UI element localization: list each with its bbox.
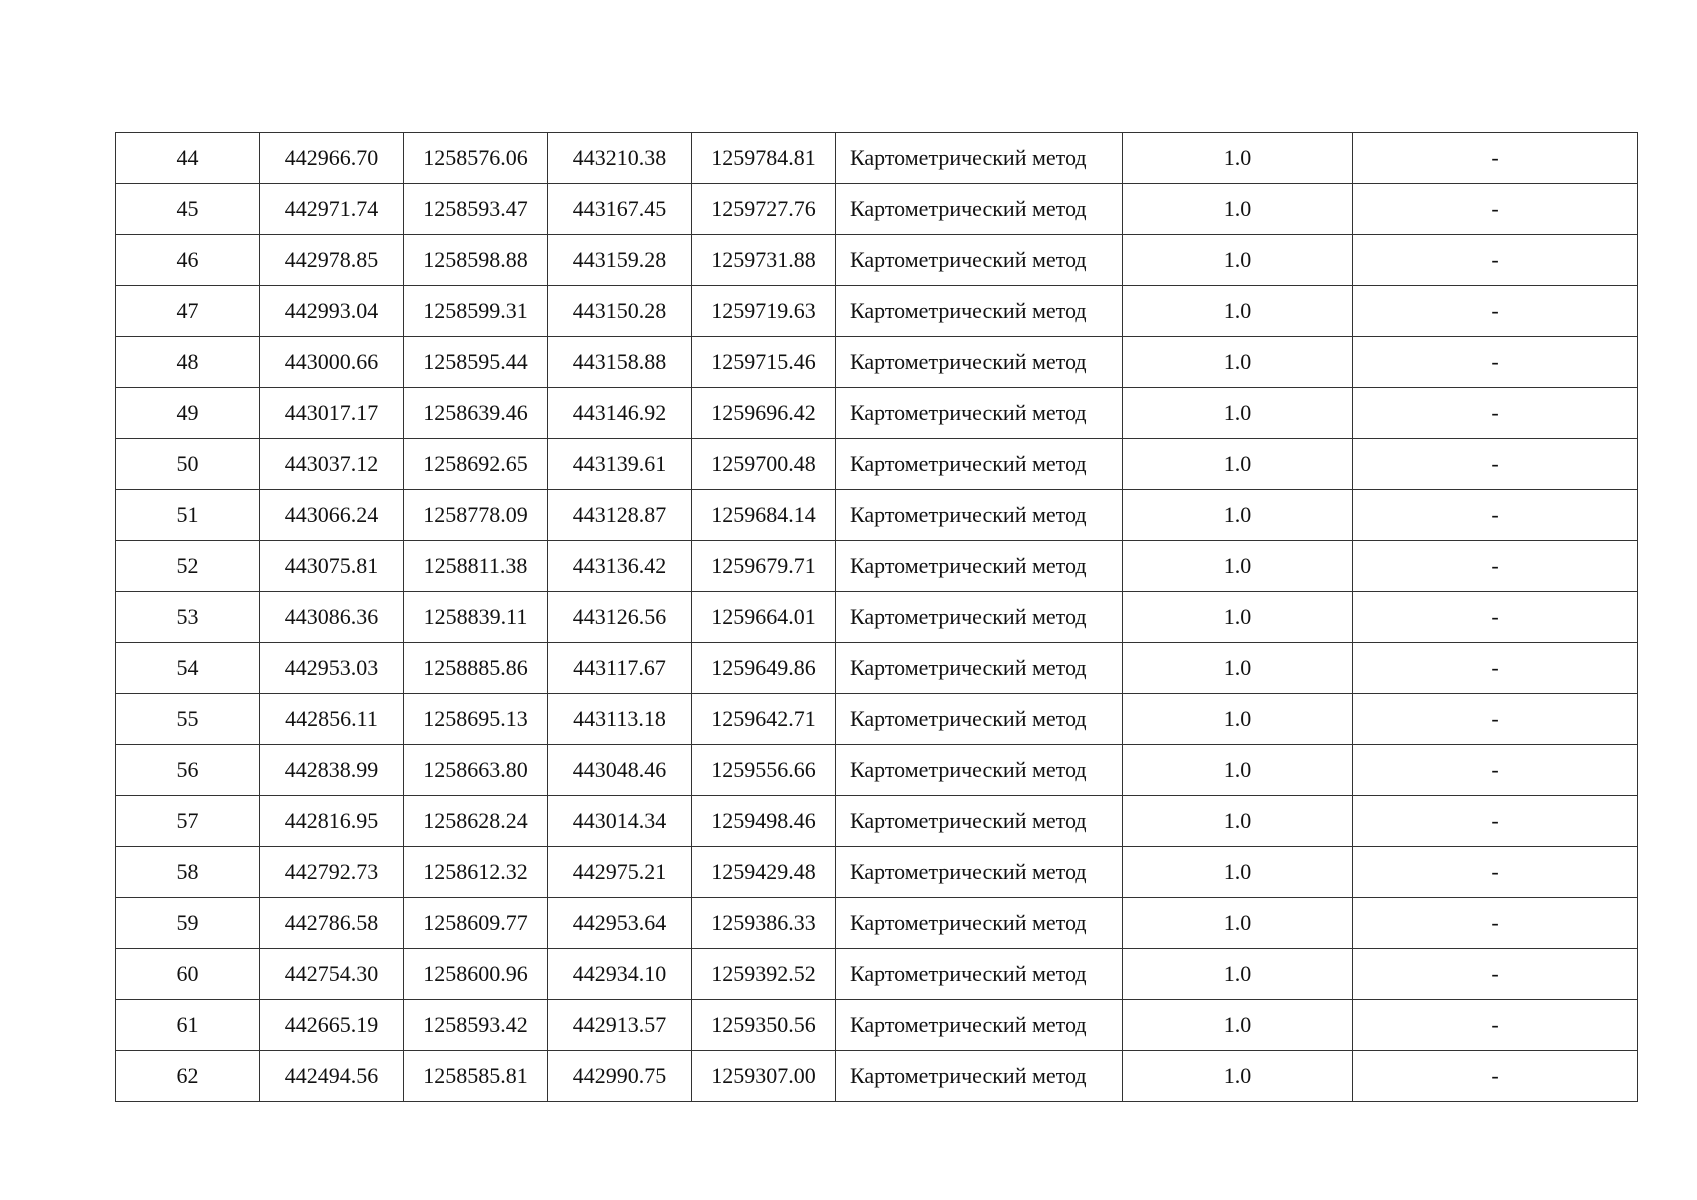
- table-row: [116, 1051, 1638, 1102]
- cell-x2: 443159.28: [548, 235, 692, 286]
- cell-accuracy: 1.0: [1123, 337, 1353, 388]
- table-row: [116, 847, 1638, 898]
- cell-accuracy: 1.0: [1123, 745, 1353, 796]
- cell-note: -: [1353, 133, 1638, 184]
- cell-x1: 443017.17: [260, 388, 404, 439]
- table-row: [116, 1000, 1638, 1051]
- cell-x2: 442975.21: [548, 847, 692, 898]
- cell-x2: 442934.10: [548, 949, 692, 1000]
- cell-y2: 1259642.71: [692, 694, 836, 745]
- cell-y2: 1259727.76: [692, 184, 836, 235]
- cell-x1: 442816.95: [260, 796, 404, 847]
- cell-note: -: [1353, 949, 1638, 1000]
- cell-y2: 1259719.63: [692, 286, 836, 337]
- cell-note: -: [1353, 439, 1638, 490]
- cell-x1: 442786.58: [260, 898, 404, 949]
- cell-x1: 442978.85: [260, 235, 404, 286]
- cell-note: -: [1353, 541, 1638, 592]
- cell-y2: 1259350.56: [692, 1000, 836, 1051]
- cell-x1: 443066.24: [260, 490, 404, 541]
- cell-x2: 443128.87: [548, 490, 692, 541]
- cell-y1: 1258639.46: [404, 388, 548, 439]
- cell-y2: 1259784.81: [692, 133, 836, 184]
- cell-y2: 1259307.00: [692, 1051, 836, 1102]
- cell-y2: 1259684.14: [692, 490, 836, 541]
- cell-x2: 443136.42: [548, 541, 692, 592]
- cell-point-number: 61: [116, 1000, 260, 1051]
- coordinates-table: [115, 132, 1638, 1102]
- cell-note: -: [1353, 490, 1638, 541]
- table-row: [116, 643, 1638, 694]
- cell-note: -: [1353, 745, 1638, 796]
- cell-note: -: [1353, 796, 1638, 847]
- cell-x2: 443048.46: [548, 745, 692, 796]
- cell-note: -: [1353, 235, 1638, 286]
- cell-note: -: [1353, 694, 1638, 745]
- cell-accuracy: 1.0: [1123, 949, 1353, 1000]
- cell-method: Картометрический метод: [836, 847, 1123, 898]
- cell-x1: 442494.56: [260, 1051, 404, 1102]
- cell-x1: 442993.04: [260, 286, 404, 337]
- cell-point-number: 49: [116, 388, 260, 439]
- cell-method: Картометрический метод: [836, 694, 1123, 745]
- cell-y2: 1259731.88: [692, 235, 836, 286]
- table-row: [116, 388, 1638, 439]
- cell-y1: 1258628.24: [404, 796, 548, 847]
- cell-x2: 443146.92: [548, 388, 692, 439]
- cell-x2: 443167.45: [548, 184, 692, 235]
- cell-point-number: 52: [116, 541, 260, 592]
- cell-point-number: 59: [116, 898, 260, 949]
- cell-accuracy: 1.0: [1123, 490, 1353, 541]
- table-row: [116, 694, 1638, 745]
- cell-note: -: [1353, 337, 1638, 388]
- cell-y2: 1259696.42: [692, 388, 836, 439]
- cell-y1: 1258600.96: [404, 949, 548, 1000]
- cell-note: -: [1353, 898, 1638, 949]
- cell-x1: 442838.99: [260, 745, 404, 796]
- cell-point-number: 51: [116, 490, 260, 541]
- cell-method: Картометрический метод: [836, 286, 1123, 337]
- table-row: [116, 541, 1638, 592]
- cell-note: -: [1353, 286, 1638, 337]
- cell-x2: 442953.64: [548, 898, 692, 949]
- cell-x1: 443075.81: [260, 541, 404, 592]
- cell-point-number: 60: [116, 949, 260, 1000]
- cell-y2: 1259649.86: [692, 643, 836, 694]
- cell-accuracy: 1.0: [1123, 847, 1353, 898]
- cell-y2: 1259715.46: [692, 337, 836, 388]
- cell-accuracy: 1.0: [1123, 898, 1353, 949]
- cell-accuracy: 1.0: [1123, 1051, 1353, 1102]
- cell-method: Картометрический метод: [836, 184, 1123, 235]
- cell-x2: 442990.75: [548, 1051, 692, 1102]
- cell-method: Картометрический метод: [836, 949, 1123, 1000]
- cell-point-number: 46: [116, 235, 260, 286]
- cell-y1: 1258609.77: [404, 898, 548, 949]
- table-row: [116, 592, 1638, 643]
- cell-method: Картометрический метод: [836, 490, 1123, 541]
- table-row: [116, 133, 1638, 184]
- table-row: [116, 235, 1638, 286]
- cell-point-number: 53: [116, 592, 260, 643]
- cell-accuracy: 1.0: [1123, 388, 1353, 439]
- cell-point-number: 47: [116, 286, 260, 337]
- cell-note: -: [1353, 388, 1638, 439]
- cell-y1: 1258811.38: [404, 541, 548, 592]
- cell-point-number: 62: [116, 1051, 260, 1102]
- cell-point-number: 54: [116, 643, 260, 694]
- cell-x1: 442971.74: [260, 184, 404, 235]
- cell-y1: 1258695.13: [404, 694, 548, 745]
- cell-x2: 443117.67: [548, 643, 692, 694]
- cell-y1: 1258593.47: [404, 184, 548, 235]
- cell-note: -: [1353, 592, 1638, 643]
- cell-x2: 443014.34: [548, 796, 692, 847]
- table-row: [116, 949, 1638, 1000]
- cell-y1: 1258612.32: [404, 847, 548, 898]
- cell-method: Картометрический метод: [836, 388, 1123, 439]
- cell-point-number: 44: [116, 133, 260, 184]
- cell-method: Картометрический метод: [836, 643, 1123, 694]
- cell-method: Картометрический метод: [836, 235, 1123, 286]
- cell-method: Картометрический метод: [836, 133, 1123, 184]
- cell-y2: 1259392.52: [692, 949, 836, 1000]
- cell-x2: 443139.61: [548, 439, 692, 490]
- cell-method: Картометрический метод: [836, 745, 1123, 796]
- cell-y2: 1259679.71: [692, 541, 836, 592]
- cell-accuracy: 1.0: [1123, 592, 1353, 643]
- table-row: [116, 337, 1638, 388]
- cell-method: Картометрический метод: [836, 796, 1123, 847]
- cell-y1: 1258599.31: [404, 286, 548, 337]
- cell-x2: 443158.88: [548, 337, 692, 388]
- cell-accuracy: 1.0: [1123, 541, 1353, 592]
- cell-note: -: [1353, 184, 1638, 235]
- cell-x1: 442665.19: [260, 1000, 404, 1051]
- cell-x1: 443000.66: [260, 337, 404, 388]
- cell-x1: 442792.73: [260, 847, 404, 898]
- cell-x2: 443113.18: [548, 694, 692, 745]
- cell-y1: 1258576.06: [404, 133, 548, 184]
- cell-accuracy: 1.0: [1123, 439, 1353, 490]
- table-row: [116, 184, 1638, 235]
- cell-accuracy: 1.0: [1123, 235, 1353, 286]
- table-row: [116, 898, 1638, 949]
- table-row: [116, 439, 1638, 490]
- cell-x2: 443126.56: [548, 592, 692, 643]
- table-row: [116, 286, 1638, 337]
- cell-y1: 1258598.88: [404, 235, 548, 286]
- cell-y2: 1259556.66: [692, 745, 836, 796]
- cell-y1: 1258692.65: [404, 439, 548, 490]
- cell-x2: 442913.57: [548, 1000, 692, 1051]
- cell-x2: 443210.38: [548, 133, 692, 184]
- cell-y1: 1258585.81: [404, 1051, 548, 1102]
- cell-x1: 442856.11: [260, 694, 404, 745]
- table-row: [116, 490, 1638, 541]
- cell-y2: 1259700.48: [692, 439, 836, 490]
- cell-x1: 442966.70: [260, 133, 404, 184]
- cell-y2: 1259664.01: [692, 592, 836, 643]
- cell-accuracy: 1.0: [1123, 1000, 1353, 1051]
- cell-x1: 442754.30: [260, 949, 404, 1000]
- cell-point-number: 56: [116, 745, 260, 796]
- cell-method: Картометрический метод: [836, 1051, 1123, 1102]
- cell-y1: 1258778.09: [404, 490, 548, 541]
- cell-method: Картометрический метод: [836, 898, 1123, 949]
- cell-y2: 1259429.48: [692, 847, 836, 898]
- cell-method: Картометрический метод: [836, 592, 1123, 643]
- table-row: [116, 745, 1638, 796]
- cell-point-number: 58: [116, 847, 260, 898]
- table-body: [116, 133, 1638, 1102]
- cell-note: -: [1353, 643, 1638, 694]
- cell-y1: 1258885.86: [404, 643, 548, 694]
- cell-point-number: 48: [116, 337, 260, 388]
- cell-y1: 1258595.44: [404, 337, 548, 388]
- cell-point-number: 50: [116, 439, 260, 490]
- cell-method: Картометрический метод: [836, 1000, 1123, 1051]
- cell-accuracy: 1.0: [1123, 643, 1353, 694]
- cell-accuracy: 1.0: [1123, 286, 1353, 337]
- cell-note: -: [1353, 1051, 1638, 1102]
- cell-note: -: [1353, 1000, 1638, 1051]
- cell-accuracy: 1.0: [1123, 133, 1353, 184]
- cell-note: -: [1353, 847, 1638, 898]
- table-row: [116, 796, 1638, 847]
- cell-y2: 1259386.33: [692, 898, 836, 949]
- cell-x1: 442953.03: [260, 643, 404, 694]
- cell-point-number: 55: [116, 694, 260, 745]
- cell-method: Картометрический метод: [836, 439, 1123, 490]
- cell-y1: 1258593.42: [404, 1000, 548, 1051]
- cell-y2: 1259498.46: [692, 796, 836, 847]
- cell-method: Картометрический метод: [836, 541, 1123, 592]
- cell-x2: 443150.28: [548, 286, 692, 337]
- cell-method: Картометрический метод: [836, 337, 1123, 388]
- cell-y1: 1258839.11: [404, 592, 548, 643]
- cell-y1: 1258663.80: [404, 745, 548, 796]
- cell-accuracy: 1.0: [1123, 184, 1353, 235]
- cell-point-number: 57: [116, 796, 260, 847]
- cell-point-number: 45: [116, 184, 260, 235]
- cell-x1: 443037.12: [260, 439, 404, 490]
- cell-accuracy: 1.0: [1123, 796, 1353, 847]
- cell-x1: 443086.36: [260, 592, 404, 643]
- cell-accuracy: 1.0: [1123, 694, 1353, 745]
